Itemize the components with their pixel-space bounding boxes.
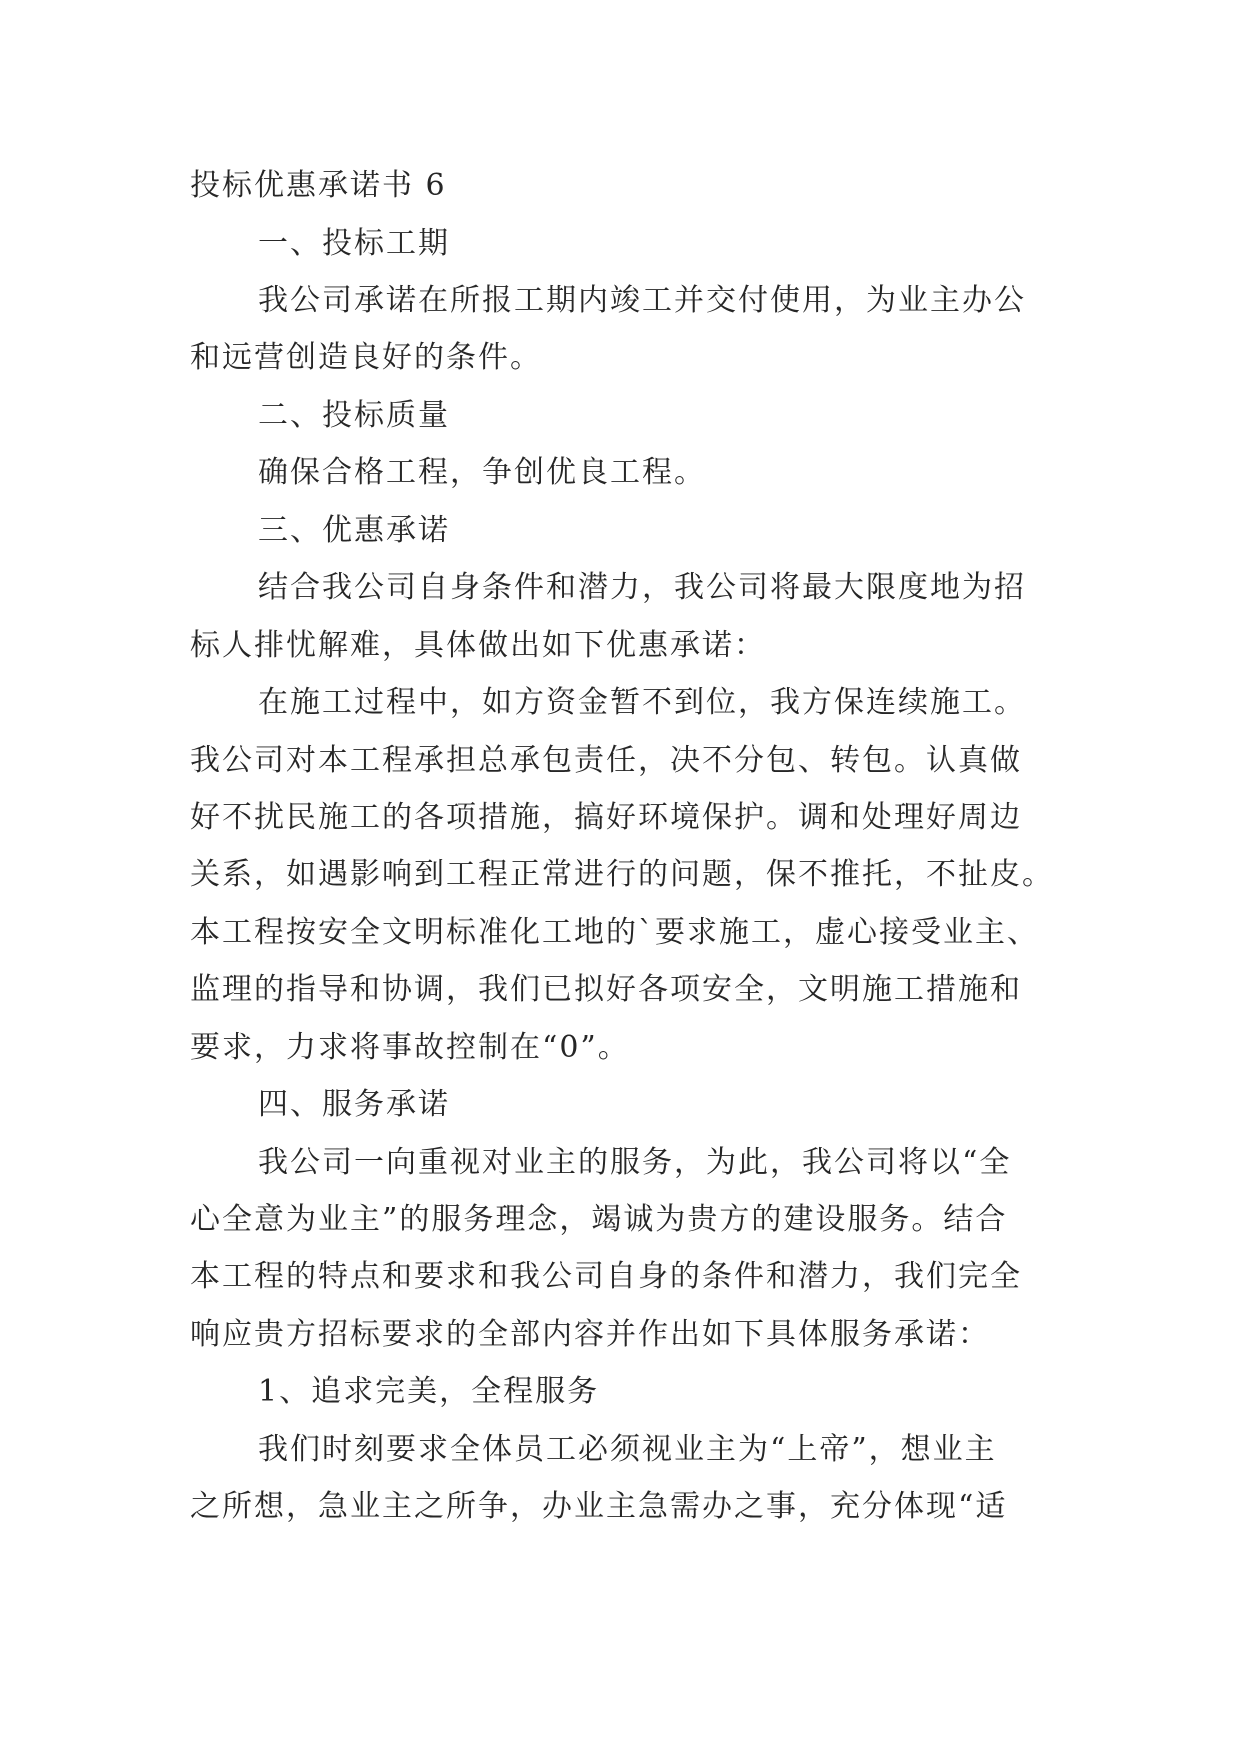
paragraph-line: 本工程按安全文明标准化工地的`要求施工，虚心接受业主、 [190, 915, 1039, 950]
paragraph-line: 之所想，急业主之所争，办业主急需办之事，充分体现“适 [190, 1489, 1008, 1524]
paragraph-line: 我们时刻要求全体员工必须视业主为“上帝”，想业主 [258, 1432, 997, 1467]
section-heading-schedule: 一、投标工期 [258, 226, 450, 261]
section-heading-service: 四、服务承诺 [258, 1087, 450, 1122]
paragraph-line: 响应贵方招标要求的全部内容并作出如下具体服务承诺： [190, 1317, 990, 1352]
paragraph-line: 我公司承诺在所报工期内竣工并交付使用，为业主办公 [258, 283, 1026, 318]
document-title: 投标优惠承诺书 6 [190, 168, 447, 203]
paragraph-line: 结合我公司自身条件和潜力，我公司将最大限度地为招 [258, 570, 1026, 605]
paragraph-line: 本工程的特点和要求和我公司自身的条件和潜力，我们完全 [190, 1259, 1022, 1294]
paragraph-line: 心全意为业主”的服务理念，竭诚为贵方的建设服务。结合 [190, 1202, 1008, 1237]
section-heading-discount: 三、优惠承诺 [258, 513, 450, 548]
paragraph-line: 我公司一向重视对业主的服务，为此，我公司将以“全 [258, 1145, 1012, 1180]
paragraph-line: 我公司对本工程承担总承包责任，决不分包、转包。认真做 [190, 743, 1022, 778]
paragraph-line: 好不扰民施工的各项措施，搞好环境保护。调和处理好周边 [190, 800, 1022, 835]
paragraph-line: 监理的指导和协调，我们已拟好各项安全，文明施工措施和 [190, 972, 1022, 1007]
paragraph-line: 在施工过程中，如方资金暂不到位，我方保连续施工。 [258, 685, 1026, 720]
paragraph-line: 标人排忧解难，具体做出如下优惠承诺： [190, 628, 766, 663]
paragraph-line: 和远营创造良好的条件。 [190, 340, 542, 375]
section-heading-quality: 二、投标质量 [258, 398, 450, 433]
paragraph-line: 确保合格工程，争创优良工程。 [258, 455, 706, 490]
paragraph-line: 要求，力求将事故控制在“0”。 [190, 1030, 630, 1065]
subsection-heading: 1、追求完美，全程服务 [258, 1374, 600, 1409]
paragraph-line: 关系，如遇影响到工程正常进行的问题，保不推托，不扯皮。 [190, 857, 1054, 892]
